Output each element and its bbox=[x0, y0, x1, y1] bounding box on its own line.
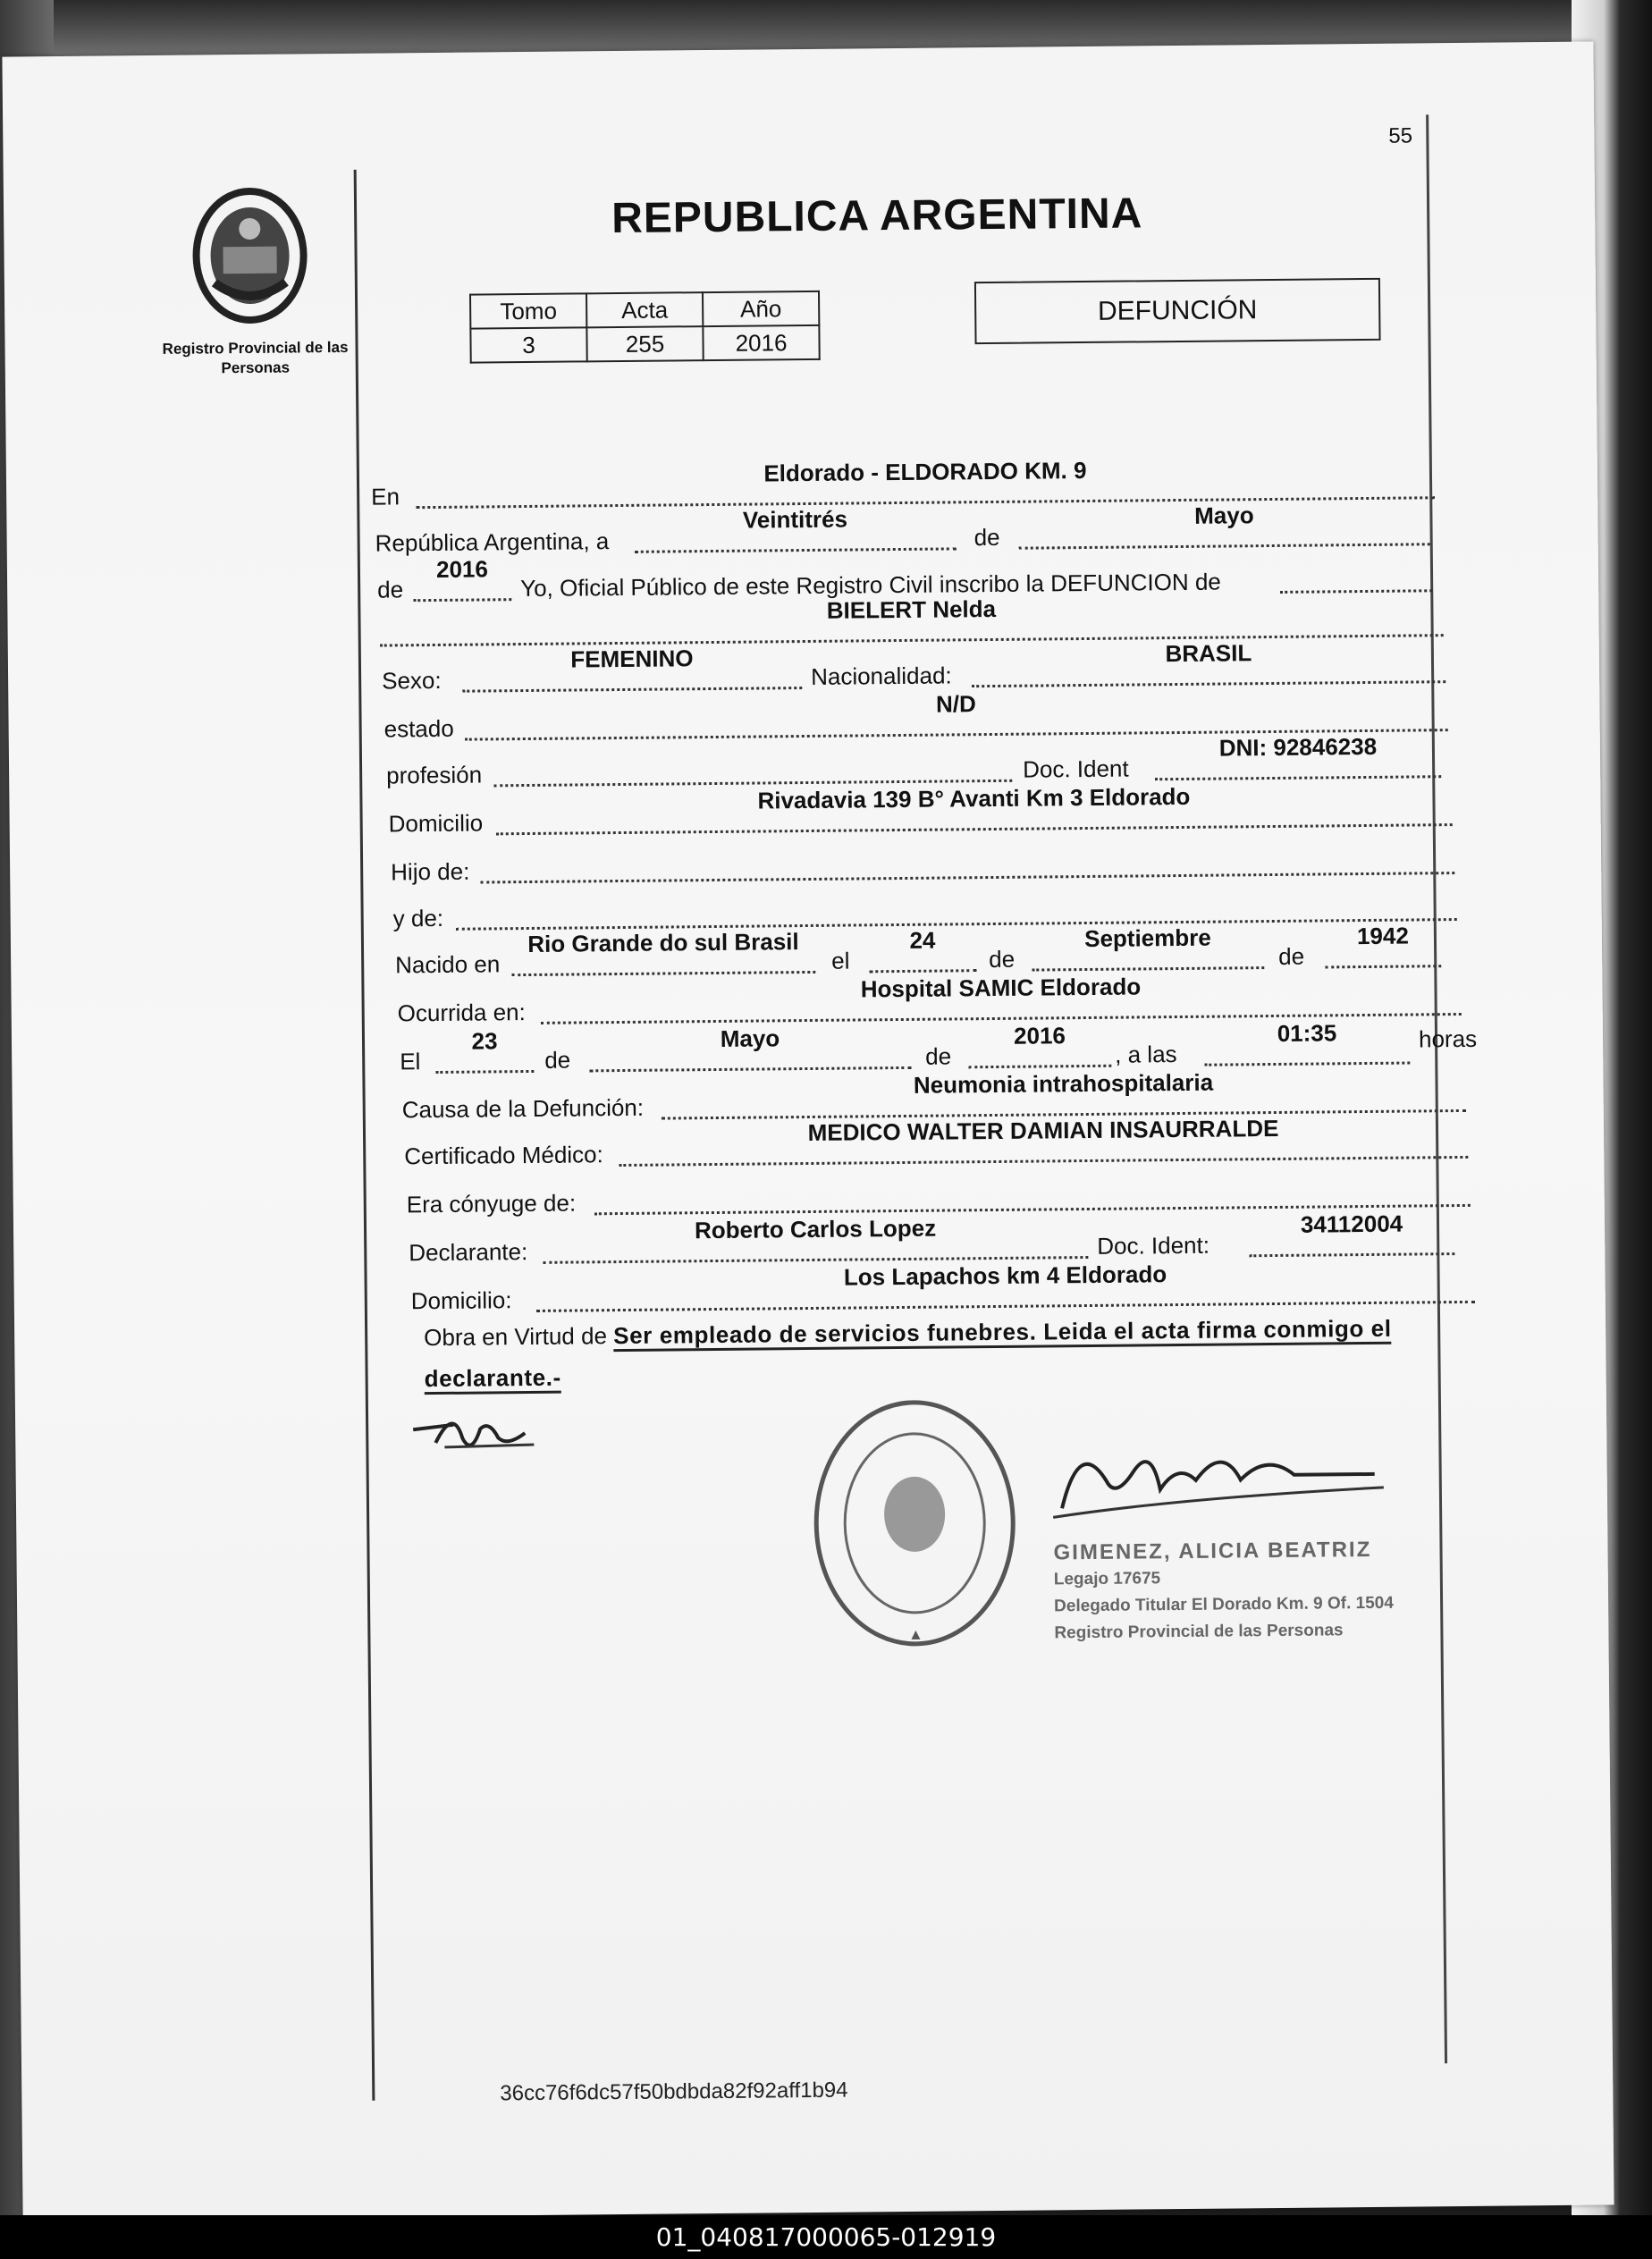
field-conyuge bbox=[594, 1174, 1471, 1215]
file-id-footer: 01_040817000065-012919 bbox=[0, 2215, 1652, 2259]
label-nacido-en: Nacido en bbox=[395, 950, 501, 979]
registry-name: Registro Provincial de las Personas bbox=[162, 338, 349, 377]
label-hijo-de: Hijo de: bbox=[391, 857, 470, 886]
obra-en-virtud bbox=[424, 1307, 1479, 1399]
field-doc-ident: DNI: 92846238 bbox=[1155, 745, 1441, 780]
label-domicilio-declarante: Domicilio: bbox=[410, 1286, 512, 1315]
label-yo-oficial: Yo, Oficial Público de este Registro Civil inscribo la DEFUNCION de bbox=[520, 568, 1221, 603]
label-domicilio: Domicilio bbox=[388, 809, 484, 838]
line-domicilio bbox=[388, 781, 1461, 839]
field-domicilio: Rivadavia 139 B° Avanti Km 3 Eldorado bbox=[495, 793, 1452, 835]
label-conyuge: Era cónyuge de: bbox=[406, 1189, 577, 1218]
table-header-tomo: Tomo bbox=[470, 293, 586, 328]
declarant-signature-icon bbox=[409, 1402, 544, 1465]
table-value-anio: 2016 bbox=[703, 325, 819, 360]
label-de-nacido-anio: de bbox=[1278, 942, 1305, 970]
field-blank-yo bbox=[1280, 559, 1432, 594]
label-el: el bbox=[831, 947, 850, 974]
field-certificado: MEDICO WALTER DAMIAN INSAURRALDE bbox=[619, 1125, 1468, 1167]
line-profesion bbox=[386, 733, 1459, 790]
act-type-box: DEFUNCIÓN bbox=[974, 278, 1381, 344]
official-signature-icon bbox=[1043, 1425, 1402, 1536]
death-certificate-page bbox=[2, 42, 1614, 2221]
line-sexo bbox=[382, 638, 1454, 695]
field-declarante-domicilio: Los Lapachos km 4 Eldorado bbox=[536, 1270, 1475, 1312]
label-a-las: , a las bbox=[1115, 1041, 1177, 1068]
field-fecha-mes: Mayo bbox=[589, 1036, 911, 1072]
field-sexo: FEMENINO bbox=[462, 656, 802, 693]
label-de-fecha-anio: de bbox=[925, 1042, 952, 1070]
label-y-de: y de: bbox=[392, 904, 444, 932]
label-de-nacido-mes: de bbox=[989, 945, 1016, 974]
document-hash: 36cc76f6dc57f50bdbda82f92aff1b94 bbox=[500, 2078, 848, 2106]
misiones-province-seal-icon bbox=[187, 183, 314, 327]
field-dia-texto: Veintitrés bbox=[634, 517, 956, 552]
field-estado: N/D bbox=[464, 698, 1447, 741]
label-doc-ident: Doc. Ident bbox=[1022, 754, 1129, 783]
label-profesion: profesión bbox=[386, 761, 483, 789]
table-header-anio: Año bbox=[703, 291, 819, 326]
field-hora: 01:35 bbox=[1204, 1032, 1410, 1066]
page-number: 55 bbox=[1388, 123, 1413, 148]
label-de: de bbox=[974, 523, 1000, 552]
line-certificado bbox=[404, 1114, 1477, 1171]
field-anio: 2016 bbox=[413, 568, 511, 602]
field-nacido-dia: 24 bbox=[869, 939, 976, 973]
table-value-tomo: 3 bbox=[470, 327, 586, 362]
official-legajo: Legajo 17675 bbox=[1053, 1569, 1161, 1589]
label-certificado: Certificado Médico: bbox=[404, 1141, 603, 1170]
field-fecha-anio: 2016 bbox=[968, 1034, 1111, 1069]
table-value-acta: 255 bbox=[586, 326, 703, 361]
label-nacionalidad: Nacionalidad: bbox=[810, 662, 952, 690]
label-de-fecha-mes: de bbox=[544, 1046, 571, 1074]
label-doc-ident-declarante: Doc. Ident: bbox=[1097, 1231, 1210, 1260]
table-header-acta: Acta bbox=[586, 292, 703, 327]
field-lugar: Eldorado - ELDORADO KM. 9 bbox=[416, 466, 1435, 509]
field-fecha-dia: 23 bbox=[435, 1040, 534, 1074]
margin-rule-left bbox=[354, 170, 375, 2101]
label-ocurrida-en: Ocurrida en: bbox=[397, 999, 526, 1027]
field-nacido-anio: 1942 bbox=[1325, 934, 1441, 968]
document-title: REPUBLICA ARGENTINA bbox=[611, 190, 1143, 243]
line-domicilio-declarante bbox=[410, 1259, 1483, 1316]
label-de-anio: de bbox=[377, 576, 404, 603]
line-nacido bbox=[395, 923, 1468, 980]
field-declarante: Roberto Carlos Lopez bbox=[543, 1226, 1088, 1264]
label-horas: horas bbox=[1418, 1024, 1478, 1053]
field-declarante-doc: 34112004 bbox=[1249, 1222, 1454, 1257]
field-causa: Neumonia intrahospitalaria bbox=[662, 1079, 1466, 1120]
official-registro: Registro Provincial de las Personas bbox=[1054, 1621, 1344, 1643]
official-name: GIMENEZ, ALICIA BEATRIZ bbox=[1053, 1537, 1372, 1565]
line-fecha bbox=[400, 1019, 1478, 1076]
field-nacido-lugar: Rio Grande do sul Brasil bbox=[511, 940, 815, 976]
registry-stamp-icon bbox=[802, 1388, 1028, 1658]
label-declarante: Declarante: bbox=[409, 1238, 528, 1267]
label-republica: República Argentina, a bbox=[375, 527, 610, 557]
field-nombre: BIELERT Nelda bbox=[379, 603, 1443, 646]
line-declarante bbox=[409, 1210, 1481, 1268]
label-obra: Obra en Virtud de bbox=[424, 1322, 608, 1352]
field-nacionalidad: BRASIL bbox=[972, 650, 1446, 687]
label-en: En bbox=[371, 483, 400, 510]
field-nacido-mes: Septiembre bbox=[1032, 936, 1264, 971]
tomo-acta-anio-table bbox=[469, 291, 821, 364]
field-ocurrida-en: Hospital SAMIC Eldorado bbox=[540, 982, 1461, 1024]
label-sexo: Sexo: bbox=[382, 666, 442, 695]
official-cargo: Delegado Titular El Dorado Km. 9 Of. 1504 bbox=[1054, 1593, 1394, 1616]
field-mes: Mayo bbox=[1018, 512, 1429, 549]
label-estado: estado bbox=[384, 714, 454, 743]
official-stamp-text bbox=[1053, 1536, 1429, 1647]
label-El: El bbox=[400, 1048, 421, 1075]
field-profesion bbox=[493, 749, 1012, 788]
label-causa: Causa de la Defunción: bbox=[401, 1093, 645, 1124]
field-obra-virtud: Ser empleado de servicios funebres. Leida el acta firma conmigo el declarante.- bbox=[424, 1315, 1391, 1395]
